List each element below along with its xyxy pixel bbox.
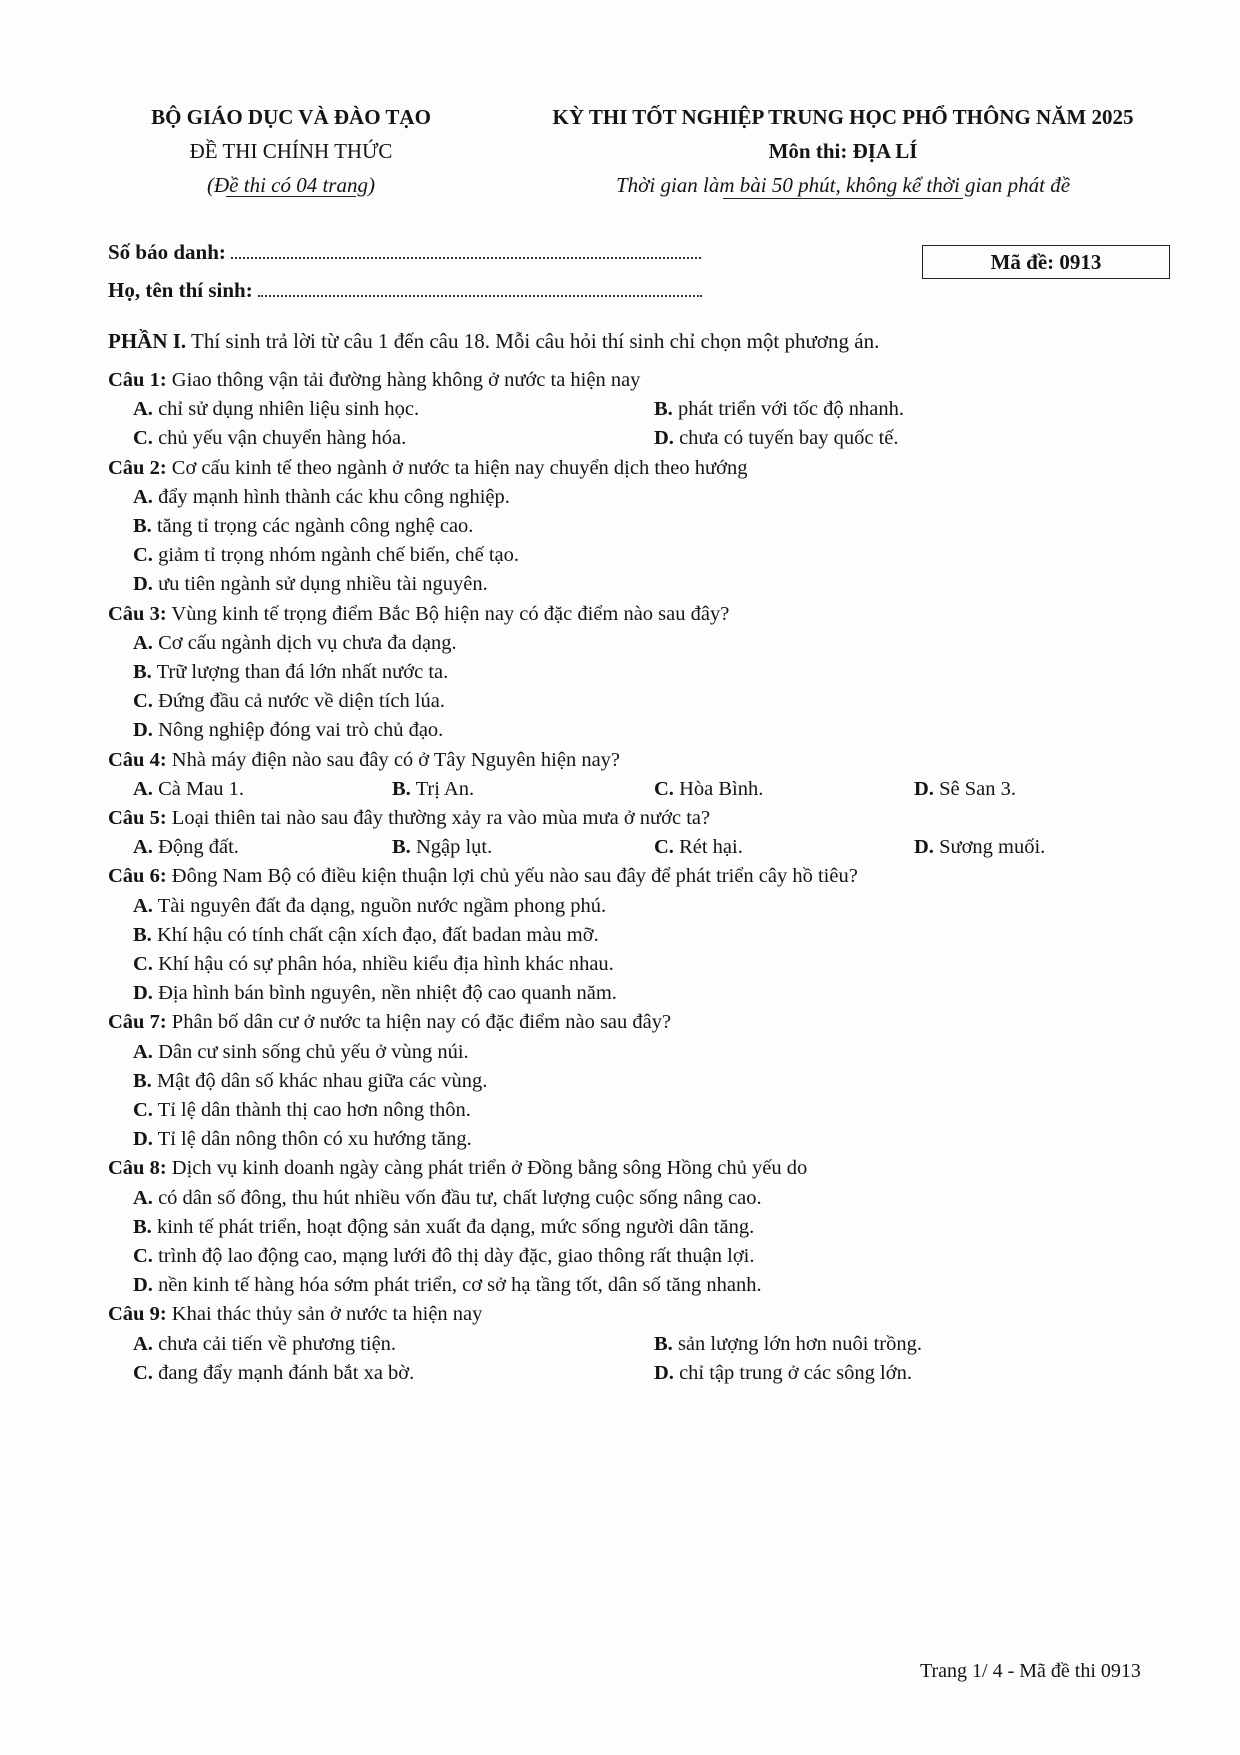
option-d[interactable]: D. Sương muối. — [914, 836, 1046, 859]
option-a[interactable]: A. Động đất. — [133, 836, 239, 859]
option-d[interactable]: D. nền kinh tế hàng hóa sớm phát triển, cơ sở hạ tầng tốt, dân số tăng nhanh. — [133, 1274, 762, 1297]
option-c[interactable]: C. Khí hậu có sự phân hóa, nhiều kiểu địa hình khác nhau. — [133, 953, 614, 975]
option-c[interactable]: C. giảm tỉ trọng nhóm ngành chế biến, chế tạo. — [133, 544, 519, 567]
option-b[interactable]: B. kinh tế phát triển, hoạt động sản xuất đa dạng, mức sống người dân tăng. — [133, 1215, 755, 1238]
subject-label: Môn thi: — [768, 139, 848, 163]
page-footer: Trang 1/ 4 - Mã đề thi 0913 — [920, 1660, 1141, 1682]
exam-title: KỲ THI TỐT NGHIỆP TRUNG HỌC PHỔ THÔNG NĂM 2025 — [552, 105, 1134, 129]
question-text: Vùng kinh tế trọng điểm Bắc Bộ hiện nay có đặc điểm nào sau đây? — [166, 602, 730, 625]
candidate-name-row — [108, 278, 702, 303]
options-row — [108, 1330, 1208, 1359]
option-b[interactable]: B. sản lượng lớn hơn nuôi trồng. — [654, 1332, 923, 1355]
question-1 — [108, 366, 1208, 395]
ministry-name: BỘ GIÁO DỤC VÀ ĐÀO TẠO — [151, 105, 431, 129]
option-d[interactable]: D. Sê San 3. — [914, 777, 1016, 800]
official-exam-label: ĐỀ THI CHÍNH THỨC — [189, 139, 393, 163]
header-left-divider — [226, 196, 356, 197]
option-d[interactable]: D. chỉ tập trung ở các sông lớn. — [654, 1361, 912, 1384]
question-text: Loại thiên tai nào sau đây thường xảy ra vào mùa mưa ở nước ta? — [166, 807, 711, 829]
question-label: Câu 9: — [108, 1303, 167, 1326]
option-c[interactable]: C. chủ yếu vận chuyển hàng hóa. — [133, 427, 407, 450]
candidate-id-field[interactable] — [231, 241, 701, 259]
option-a[interactable]: A. Dân cư sinh sống chủ yếu ở vùng núi. — [133, 1040, 469, 1063]
candidate-name-label: Họ, tên thí sinh: — [108, 278, 253, 302]
exam-code-box: Mã đề: 0913 — [922, 245, 1170, 279]
question-2 — [108, 454, 1208, 483]
time-note: Thời gian làm bài 50 phút, không kể thời gian phát đề — [615, 173, 1071, 197]
option-b[interactable]: B. phát triển với tốc độ nhanh. — [654, 398, 904, 421]
question-text: Cơ cấu kinh tế theo ngành ở nước ta hiện nay chuyển dịch theo hướng — [166, 456, 748, 479]
options-row — [108, 1359, 1208, 1388]
option-d[interactable]: D. ưu tiên ngành sử dụng nhiều tài nguyên. — [133, 573, 488, 596]
question-label: Câu 2: — [108, 456, 167, 479]
option-b[interactable]: B. Ngập lụt. — [392, 836, 493, 859]
option-a[interactable]: A. chỉ sử dụng nhiên liệu sinh học. — [133, 398, 420, 421]
options-row — [108, 424, 1208, 453]
option-b[interactable]: B. Khí hậu có tính chất cận xích đạo, đất badan màu mỡ. — [133, 923, 599, 946]
question-section — [108, 326, 1208, 1388]
question-3 — [108, 600, 1208, 629]
question-label: Câu 5: — [108, 807, 167, 829]
question-text: Phân bố dân cư ở nước ta hiện nay có đặc điểm nào sau đây? — [166, 1011, 672, 1034]
candidate-name-field[interactable] — [258, 279, 702, 297]
option-c[interactable]: C. trình độ lao động cao, mạng lưới đô thị dày đặc, giao thông rất thuận lợi. — [133, 1245, 755, 1268]
option-d[interactable]: D. chưa có tuyến bay quốc tế. — [654, 427, 899, 450]
header-left — [108, 100, 474, 202]
question-label: Câu 3: — [108, 602, 167, 625]
question-text: Nhà máy điện nào sau đây có ở Tây Nguyên hiện nay? — [166, 748, 621, 771]
subject-name: ĐỊA LÍ — [852, 139, 918, 163]
options-row — [108, 395, 1208, 424]
question-label: Câu 8: — [108, 1157, 167, 1180]
option-b[interactable]: B. tăng tỉ trọng các ngành công nghệ cao. — [133, 514, 474, 537]
question-9 — [108, 1300, 1208, 1329]
option-c[interactable]: C. Rét hại. — [654, 836, 743, 859]
candidate-id-row — [108, 240, 701, 265]
subject-line — [478, 134, 1208, 168]
option-d[interactable]: D. Địa hình bán bình nguyên, nền nhiệt độ cao quanh năm. — [133, 982, 617, 1005]
question-7 — [108, 1008, 1208, 1037]
question-4 — [108, 746, 1208, 775]
question-label: Câu 1: — [108, 369, 167, 391]
question-text: Đông Nam Bộ có điều kiện thuận lợi chủ yếu nào sau đây để phát triển cây hồ tiêu? — [166, 865, 858, 888]
option-a[interactable]: A. có dân số đông, thu hút nhiều vốn đầu tư, chất lượng cuộc sống nâng cao. — [133, 1186, 762, 1209]
question-6 — [108, 862, 1208, 891]
question-label: Câu 4: — [108, 748, 167, 771]
question-text: Khai thác thủy sản ở nước ta hiện nay — [166, 1303, 483, 1326]
question-5 — [108, 804, 1208, 833]
option-c[interactable]: C. Đứng đầu cả nước về diện tích lúa. — [133, 690, 446, 713]
option-d[interactable]: D. Tỉ lệ dân nông thôn có xu hướng tăng. — [133, 1128, 472, 1151]
option-a[interactable]: A. chưa cải tiến về phương tiện. — [133, 1332, 397, 1355]
options-row — [108, 833, 1208, 862]
option-a[interactable]: A. Cà Mau 1. — [133, 777, 245, 800]
option-b[interactable]: B. Mật độ dân số khác nhau giữa các vùng. — [133, 1069, 488, 1092]
option-d[interactable]: D. Nông nghiệp đóng vai trò chủ đạo. — [133, 719, 444, 742]
option-a[interactable]: A. Cơ cấu ngành dịch vụ chưa đa dạng. — [133, 631, 457, 654]
question-text: Giao thông vận tải đường hàng không ở nước ta hiện nay — [166, 369, 641, 391]
header-divider — [723, 198, 963, 199]
instruction-text: Thí sinh trả lời từ câu 1 đến câu 18. Mỗi câu hỏi thí sinh chỉ chọn một phương án. — [186, 329, 880, 353]
option-c[interactable]: C. Hòa Bình. — [654, 777, 764, 800]
pages-note: (Đề thi có 04 trang) — [207, 173, 375, 197]
question-label: Câu 6: — [108, 865, 167, 888]
options-row — [108, 775, 1208, 804]
option-b[interactable]: B. Trữ lượng than đá lớn nhất nước ta. — [133, 661, 449, 683]
candidate-id-label: Số báo danh: — [108, 240, 226, 264]
question-8 — [108, 1154, 1208, 1183]
part-instruction — [108, 326, 1208, 356]
header-right — [478, 100, 1208, 220]
option-c[interactable]: C. đang đẩy mạnh đánh bắt xa bờ. — [133, 1361, 415, 1384]
option-c[interactable]: C. Tỉ lệ dân thành thị cao hơn nông thôn. — [133, 1099, 471, 1122]
option-a[interactable]: A. Tài nguyên đất đa dạng, nguồn nước ngầm phong phú. — [133, 894, 607, 917]
part-label: PHẦN I. — [108, 329, 187, 353]
option-a[interactable]: A. đẩy mạnh hình thành các khu công nghiệp. — [133, 485, 510, 508]
question-text: Dịch vụ kinh doanh ngày càng phát triển ở Đồng bằng sông Hồng chủ yếu do — [166, 1157, 808, 1180]
question-label: Câu 7: — [108, 1011, 167, 1034]
option-b[interactable]: B. Trị An. — [392, 777, 475, 800]
